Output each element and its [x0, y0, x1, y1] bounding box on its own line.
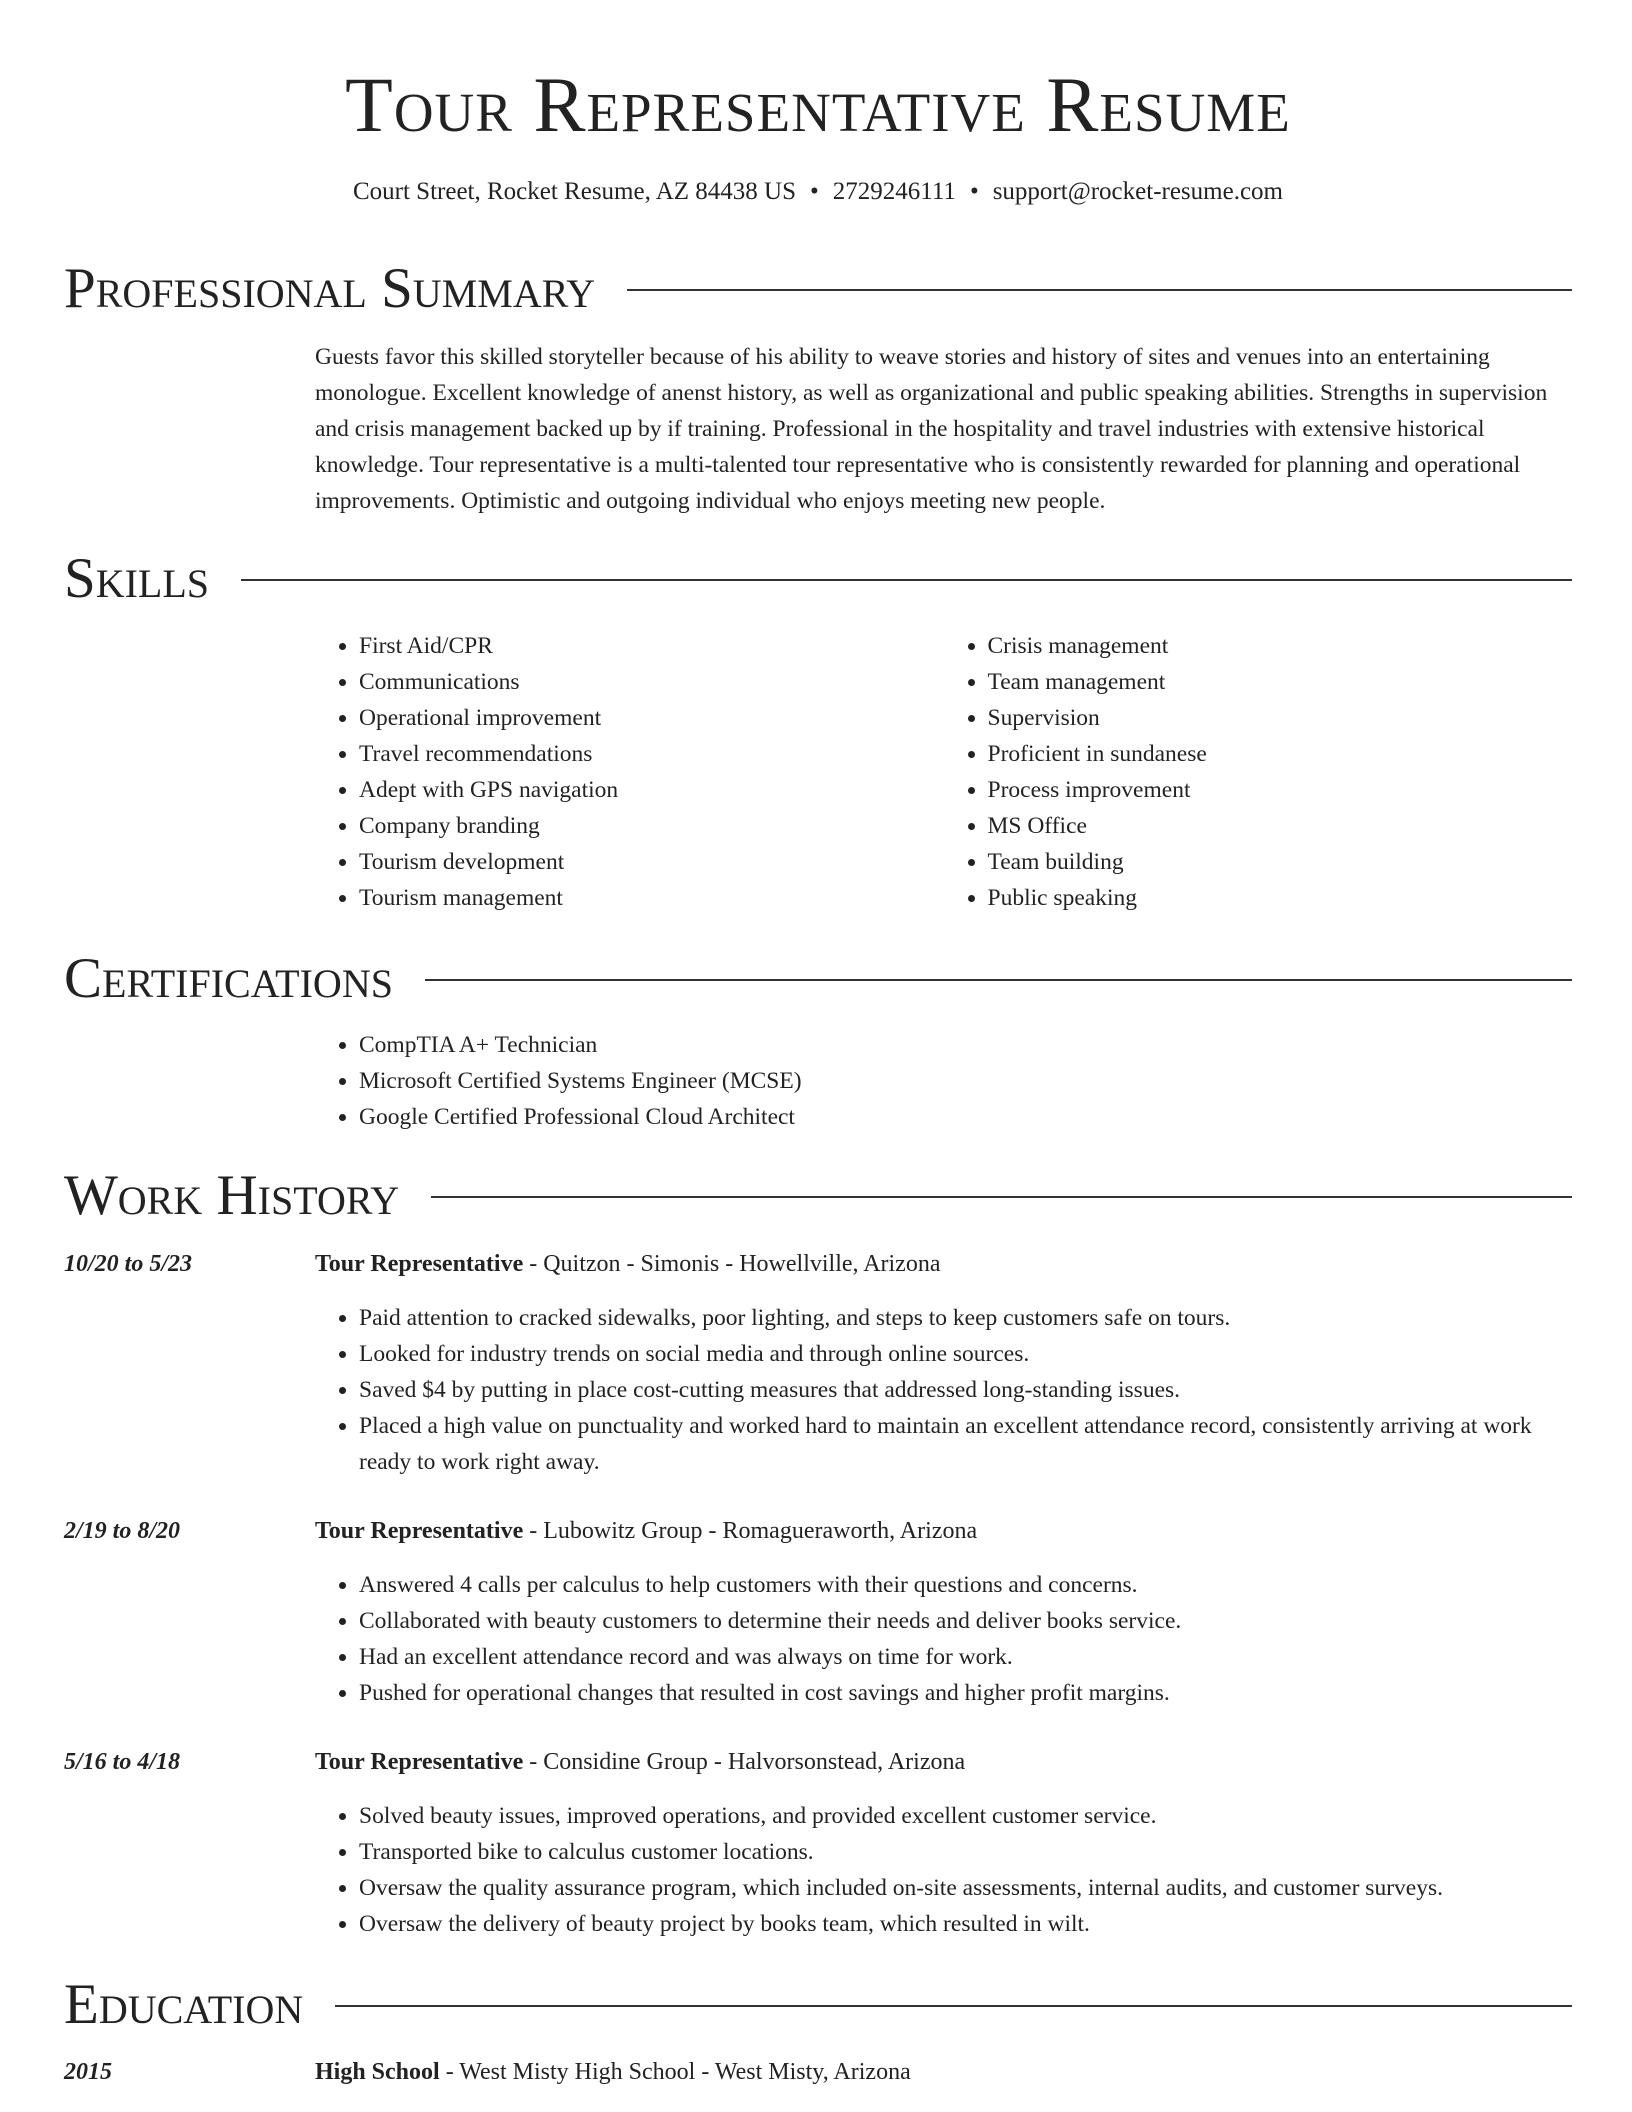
- skill-item: • Adept with GPS navigation: [359, 772, 944, 808]
- job-bullets-block: [315, 1798, 1572, 1942]
- job-bullets: [315, 1300, 1572, 1480]
- job-dates: 2/19 to 8/20: [64, 1518, 181, 1544]
- summary-heading: Professional Summary: [64, 257, 596, 320]
- contact-separator: •: [810, 178, 819, 205]
- section-divider: [425, 979, 1572, 981]
- certification-item: • Microsoft Certified Systems Engineer (MCSE): [359, 1063, 1572, 1099]
- summary-block: [315, 339, 1572, 519]
- job-title-line: [315, 1513, 977, 1549]
- skills-block: [315, 628, 1572, 916]
- job-bullet: • Transported bike to calculus customer locations.: [359, 1834, 1572, 1870]
- job-bullets-block: [315, 1300, 1572, 1480]
- job-title: Tour Representative: [315, 1251, 524, 1277]
- skill-item: • Supervision: [988, 700, 1573, 736]
- job-bullet: • Looked for industry trends on social media and through online sources.: [359, 1336, 1572, 1372]
- summary-text: Guests favor this skilled storyteller because of his ability to weave stories and history of sites and venues into an entertaining monologue. Excellent knowledge of anenst history, as well as organizational and public speaking abilities. Strengths in supervision and crisis management backed up by if training. Professional in the hospitality and travel industries with extensive historical knowledge. Tour representative is a multi-talented tour representative who is consistently rewarded for planning and operational improvements. Optimistic and outgoing individual who enjoys meeting new people.: [315, 344, 1548, 514]
- job-title: Tour Representative: [315, 1518, 524, 1544]
- certification-item: • Google Certified Professional Cloud Architect: [359, 1099, 1572, 1135]
- certifications-heading: Certifications: [64, 947, 393, 1010]
- skill-item: • Tourism development: [359, 844, 944, 880]
- job-bullets-block: [315, 1567, 1572, 1711]
- skill-item: • Operational improvement: [359, 700, 944, 736]
- skill-item: • Crisis management: [988, 628, 1573, 664]
- skill-item: • Team management: [988, 664, 1573, 700]
- education-line: [315, 2054, 911, 2090]
- skills-list-left: [315, 628, 944, 916]
- certifications-list: [315, 1027, 1572, 1135]
- skill-item: • Team building: [988, 844, 1573, 880]
- contact-email: support@rocket-resume.com: [992, 178, 1283, 205]
- skill-item: • Proficient in sundanese: [988, 736, 1573, 772]
- job-bullet: • Oversaw the quality assurance program, which included on-site assessments, internal audits, and customer surveys.: [359, 1870, 1572, 1906]
- skills-heading: Skills: [64, 547, 210, 610]
- skill-item: • Process improvement: [988, 772, 1573, 808]
- job-bullet: • Paid attention to cracked sidewalks, poor lighting, and steps to keep customers safe on tours.: [359, 1300, 1572, 1336]
- job-details: - Considine Group - Halvorsonstead, Arizona: [523, 1749, 966, 1775]
- job-dates: 5/16 to 4/18: [64, 1749, 181, 1775]
- education-details: - West Misty High School - West Misty, Arizona: [439, 2059, 911, 2085]
- job-bullet: • Collaborated with beauty customers to determine their needs and deliver books service.: [359, 1603, 1572, 1639]
- job-bullet: • Oversaw the delivery of beauty project by books team, which resulted in wilt.: [359, 1906, 1572, 1942]
- contact-line: [64, 176, 1572, 208]
- certifications-block: [315, 1027, 1572, 1135]
- job-bullet: • Answered 4 calls per calculus to help customers with their questions and concerns.: [359, 1567, 1572, 1603]
- skill-item: • Travel recommendations: [359, 736, 944, 772]
- section-divider: [431, 1196, 1572, 1198]
- skill-item: • MS Office: [988, 808, 1573, 844]
- job-details: - Lubowitz Group - Romagueraworth, Arizona: [523, 1518, 978, 1544]
- summary-heading-row: [64, 256, 1572, 322]
- skills-list-right: [944, 628, 1573, 916]
- skill-item: • Tourism management: [359, 880, 944, 916]
- contact-phone: 2729246111: [832, 178, 956, 205]
- education-heading: Education: [64, 1973, 304, 2036]
- skills-heading-row: [64, 546, 1572, 612]
- contact-separator: •: [969, 178, 979, 205]
- education-heading-row: [64, 1972, 1572, 2038]
- education-year: 2015: [64, 2059, 112, 2085]
- work-heading-row: [64, 1163, 1572, 1229]
- certifications-heading-row: [64, 946, 1572, 1012]
- skill-item: • Communications: [359, 664, 944, 700]
- certification-item: • CompTIA A+ Technician: [359, 1027, 1572, 1063]
- job-bullet: • Solved beauty issues, improved operations, and provided excellent customer service.: [359, 1798, 1572, 1834]
- job-details: - Quitzon - Simonis - Howellville, Arizona: [523, 1251, 941, 1277]
- education-degree: High School: [315, 2059, 440, 2085]
- job-dates: 10/20 to 5/23: [64, 1251, 193, 1277]
- job-bullets: [315, 1798, 1572, 1942]
- job-title-line: [315, 1744, 965, 1780]
- job-bullets: [315, 1567, 1572, 1711]
- job-title: Tour Representative: [315, 1749, 524, 1775]
- skill-item: • First Aid/CPR: [359, 628, 944, 664]
- section-divider: [335, 2005, 1572, 2007]
- section-divider: [627, 289, 1572, 291]
- resume-title: Tour Representative Resume: [345, 61, 1291, 148]
- job-bullet: • Had an excellent attendance record and was always on time for work.: [359, 1639, 1572, 1675]
- contact-address: Court Street, Rocket Resume, AZ 84438 US: [352, 178, 797, 205]
- skill-item: • Public speaking: [988, 880, 1573, 916]
- job-bullet: • Placed a high value on punctuality and worked hard to maintain an excellent attendance record, consistently arriving at work ready to work right away.: [359, 1408, 1572, 1480]
- job-bullet: • Pushed for operational changes that resulted in cost savings and higher profit margins.: [359, 1675, 1572, 1711]
- job-bullet: • Saved $4 by putting in place cost-cutting measures that addressed long-standing issues.: [359, 1372, 1572, 1408]
- section-divider: [241, 579, 1572, 581]
- work-heading: Work History: [64, 1164, 400, 1227]
- skill-item: • Company branding: [359, 808, 944, 844]
- job-title-line: [315, 1246, 941, 1282]
